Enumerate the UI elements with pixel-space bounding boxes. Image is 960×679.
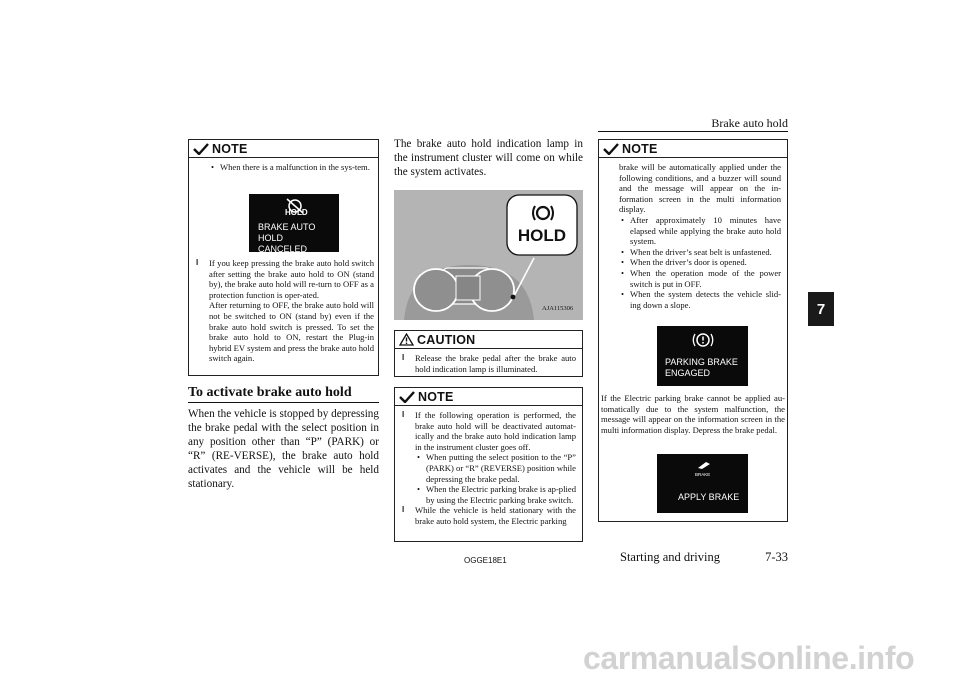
- note-label: NOTE: [212, 141, 248, 156]
- check-icon: [399, 391, 415, 403]
- display-line: ENGAGED: [665, 368, 711, 378]
- footer-section: Starting and driving: [620, 550, 720, 564]
- watermark: carmanualsonline.info: [583, 640, 915, 676]
- note-item: l If the following operation is performed, the brake auto hold will be deactivated automat-ically and the brake auto hold indication lamp in the instrument cluster goes off.: [402, 410, 576, 452]
- note-item: l While the vehicle is held stationary with the brake auto hold system, the Electric parking: [402, 505, 576, 526]
- note-header: [599, 140, 787, 158]
- display-line: CANCELED: [258, 244, 308, 254]
- brake-pedal-icon: [697, 460, 711, 470]
- note-subitem: • When the system detects the vehicle slid-ing down a slope.: [620, 289, 781, 310]
- figure-reference: AJA115306: [542, 305, 574, 312]
- display-parking-brake-engaged: [657, 326, 748, 386]
- note-label: NOTE: [418, 389, 454, 404]
- chapter-tab: 7: [808, 292, 834, 326]
- header-rule: [598, 131, 788, 132]
- note-box-col1: [188, 139, 379, 376]
- note-continued-text: brake will be automatically applied under the following conditions, and a buzzer will sound and the message will appear on the in-formation screen in the multi information display.: [619, 162, 781, 215]
- note-label: NOTE: [622, 141, 658, 156]
- display-apply-brake: [657, 454, 748, 513]
- caution-label: CAUTION: [417, 332, 476, 347]
- display-line: BRAKE AUTO HOLD: [258, 222, 316, 243]
- note-item: l If you keep pressing the brake auto hold switch after setting the brake auto hold to ON (stand by), the brake auto hold will re-turn to OFF as a protection function is oper-ated.: [196, 258, 374, 300]
- section-title-rule: [188, 402, 379, 403]
- note-subitem: • When the operation mode of the power switch is put in OFF.: [620, 268, 781, 289]
- check-icon: [193, 143, 209, 155]
- note-item-continued: After returning to OFF, the brake auto hold will not be switched to ON (stand by) even if the brake auto hold switch is pressed. To set the brake auto hold to ON, restart the Plug-in hybrid EV system and press the brake auto hold switch again.: [209, 300, 374, 364]
- note-box-col2: [394, 387, 583, 542]
- document-code: OGGE18E1: [464, 556, 507, 565]
- display-hold-text: HOLD: [285, 208, 308, 217]
- caution-item: l Release the brake pedal after the brake auto hold indication lamp is illuminated.: [402, 353, 576, 374]
- note-subitem: • When the Electric parking brake is ap-plied by using the Electric parking brake switch.: [416, 484, 576, 505]
- note-header: [395, 388, 582, 406]
- display-line: APPLY BRAKE: [678, 492, 740, 502]
- note-subitem: • When the driver’s door is opened.: [620, 257, 781, 268]
- brake-hold-lamp-icon: [531, 202, 555, 224]
- hold-label: HOLD: [517, 226, 567, 245]
- display-line: PARKING BRAKE: [665, 357, 738, 367]
- page-number: 7-33: [765, 550, 788, 564]
- display-brake-auto-hold-canceled: [249, 194, 339, 252]
- caution-box: [394, 330, 583, 377]
- caution-header: [395, 331, 582, 349]
- note-subitem: • When putting the select position to the “P” (PARK) or “R” (REVERSE) position while depressing the brake pedal.: [416, 452, 576, 484]
- note-subitem: • When the driver’s seat belt is unfastened.: [620, 247, 781, 258]
- note-box-col3: [598, 139, 788, 522]
- display-small-label: BRAKE: [695, 472, 711, 477]
- intro-text: The brake auto hold indication lamp in the instrument cluster will come on while the system activates.: [394, 138, 583, 178]
- note-subitem: • After approximately 10 minutes have elapsed while applying the brake auto hold system.: [620, 215, 781, 247]
- section-body: When the vehicle is stopped by depressing the brake pedal with the select position in any position other than “P” (PARK) or “R” (RE-VERSE), the brake auto hold activates and the vehicle will be held stationary.: [188, 408, 379, 490]
- section-title: To activate brake auto hold: [188, 385, 352, 400]
- warning-triangle-icon: [399, 333, 414, 346]
- note-item: • When there is a malfunction in the sys-tem.: [210, 162, 372, 173]
- instrument-cluster-figure: [394, 190, 583, 320]
- page-header-title: Brake auto hold: [711, 116, 788, 130]
- malfunction-paragraph: If the Electric parking brake cannot be applied au-tomatically due to the system malfunction, the message will appear on the information screen in the multi information display. Depress the brake pedal.: [601, 393, 785, 435]
- note-header: [189, 140, 378, 158]
- check-icon: [603, 143, 619, 155]
- parking-brake-warning-icon: [692, 331, 714, 349]
